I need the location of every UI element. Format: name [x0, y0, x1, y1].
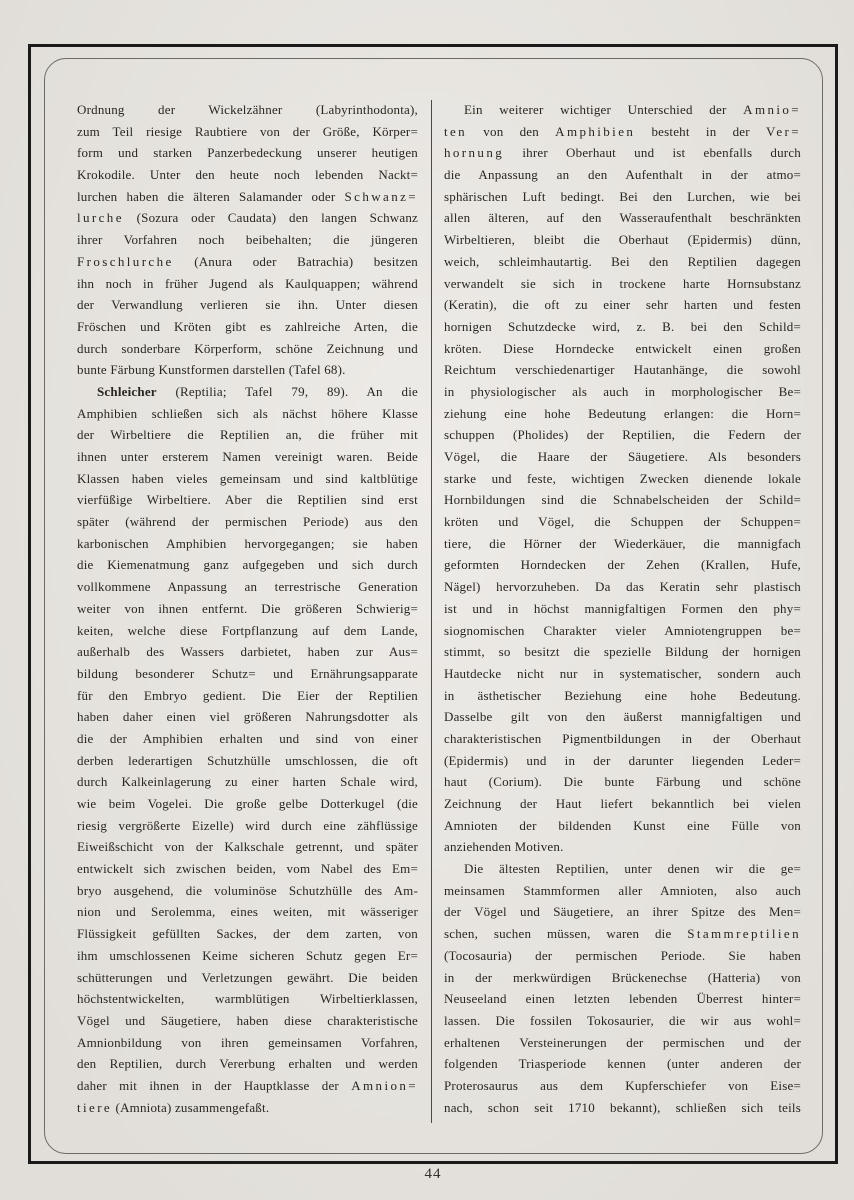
- text-line: haut (Corium). Die bunte Färbung und schöne: [444, 774, 801, 790]
- text-line: siognomischen Charakter vieler Amniotengruppen be=: [444, 622, 801, 638]
- text-line: den Reptilien, durch Vererbung erhalten und werden: [77, 1056, 418, 1072]
- text-line: meinsamen Stammformen aller Amnioten, also auch: [444, 882, 801, 898]
- text-line: nion und Serolemma, eines weiten, mit wässeriger: [77, 904, 418, 920]
- text-line: hornigen Schutzdecke wird, z. B. bei den Schild=: [444, 318, 801, 334]
- text-line: riesig vergrößerte Eizelle) wird durch eine zähflüssige: [77, 817, 418, 833]
- text-line: entwickelt sich zwischen beiden, vom Nabel des Em=: [77, 861, 418, 877]
- text-line: anziehenden Motiven.: [444, 839, 564, 855]
- text-line: verwandelt sie sich in trockene harte Hornsubstanz: [444, 275, 801, 291]
- text-line: ihnen unter ersterem Namen vereinigt waren. Beide: [77, 449, 418, 464]
- text-line: charakteristischen Pigmentbildungen in der Oberhaut: [444, 730, 801, 746]
- text-line: die Kiemenatmung ganz aufgegeben und sich durch: [77, 557, 418, 573]
- text-line: lurchen haben die älteren Salamander oder Schwanz=: [77, 188, 418, 204]
- text-line: Proterosaurus aus dem Kupferschiefer von Eise=: [444, 1077, 801, 1093]
- text-line: Eiweißschicht von der Kalkschale getrennt, und später: [77, 839, 418, 855]
- text-line: Die ältesten Reptilien, unter denen wir die ge=: [464, 861, 801, 877]
- text-line: Dasselbe gilt von den äußerst mannigfaltigen und: [444, 709, 801, 725]
- text-line: weiter von ihnen entfernt. Die größeren Schwierig=: [77, 600, 418, 616]
- text-line: lurche (Sozura oder Caudata) den langen Schwanz: [77, 210, 418, 226]
- text-line: in ästhetischer Beziehung eine hohe Bedeutung.: [444, 687, 801, 703]
- text-line: form und starken Panzerbedeckung unserer heutigen: [77, 145, 418, 161]
- text-line: daher mit ihnen in der Hauptklasse der Amnion=: [77, 1077, 418, 1093]
- text-line: keiten, welche diese Fortpflanzung auf dem Lande,: [77, 622, 418, 638]
- text-line: Ein weiterer wichtiger Unterschied der Amnio=: [464, 102, 801, 117]
- text-line: durch sonderbare Körperform, schöne Zeichnung und: [77, 340, 418, 356]
- text-line: karbonischen Amphibien hervorgegangen; sie haben: [77, 535, 418, 551]
- text-line: nach, schon seit 1710 bekannt), schließen sich teils: [444, 1099, 801, 1115]
- text-line: starke und feste, wichtigen Zwecken dienende lokale: [444, 470, 801, 486]
- text-line: die Anpassung an den Aufenthalt in der atmo=: [444, 167, 801, 183]
- text-line: derben lederartigen Schutzhülle umschlossen, die oft: [77, 752, 418, 768]
- text-line: in physiologischer als auch in morphologischer Be=: [444, 383, 801, 399]
- text-line: kröten. Diese Horndecke entwickelt einen großen: [444, 340, 801, 356]
- text-line: Schleicher (Reptilia; Tafel 79, 89). An die: [97, 383, 418, 399]
- text-line: der Wirbeltiere die Reptilien an, die früher mit: [77, 427, 418, 443]
- text-line: für den Embryo gedient. Die Eier der Reptilien: [77, 687, 418, 703]
- text-line: tiere (Amniota) zusammengefaßt.: [77, 1099, 270, 1115]
- text-line: (Epidermis) und in der darunter liegenden Leder=: [444, 752, 801, 768]
- text-line: geformten Horndecken der Zehen (Krallen, Hufe,: [444, 557, 801, 573]
- text-line: wie beim Vogelei. Die große gelbe Dotterkugel (die: [77, 796, 418, 811]
- text-line: Zeichnung der Haut liefert bekanntlich bei vielen: [444, 796, 801, 811]
- text-line: bryo ausgehend, die voluminöse Schutzhülle des Am-: [77, 882, 418, 898]
- text-line: tiere, die Hörner der Wiederkäuer, die mannigfach: [444, 535, 801, 551]
- text-line: Hornbildungen sind die Schnabelscheiden der Schild=: [444, 492, 801, 508]
- text-line: sphärischen Luft bedingt. Bei den Lurchen, wie bei: [444, 188, 801, 204]
- text-line: schuppen (Pholides) der Reptilien, die Federn der: [444, 427, 801, 443]
- text-line: haben daher einen viel größeren Nahrungsdotter als: [77, 709, 418, 725]
- text-line: in der merkwürdigen Brückenechse (Hatteria) von: [444, 969, 801, 985]
- text-line: stimmt, so besitzt die spezielle Bildung der hornigen: [444, 644, 801, 660]
- text-line: Neuseeland einen letzten lebenden Überrest hinter=: [444, 991, 801, 1007]
- text-line: folgenden Triasperiode kennen (unter anderen der: [444, 1056, 801, 1072]
- text-line: der Verwandlung verlieren sie ihn. Unter diesen: [77, 297, 418, 313]
- text-line: vierfüßige Wirbeltiere. Aber die Reptilien sind erst: [77, 492, 418, 508]
- text-line: (Keratin), die oft zu einer sehr harten und festen: [444, 297, 801, 313]
- text-line: kröten und Vögel, die Schuppen der Schuppen=: [444, 514, 801, 530]
- text-line: Froschlurche (Anura oder Batrachia) besitzen: [77, 253, 418, 269]
- text-line: ten von den Amphibien besteht in der Ver=: [444, 123, 801, 139]
- text-line: Reichtum verschiedenartiger Hautanhänge, die sowohl: [444, 362, 801, 378]
- text-line: Nägel) hervorzuheben. Da das Keratin sehr plastisch: [444, 579, 801, 595]
- page-number: 44: [424, 1166, 442, 1182]
- text-line: hornung ihrer Oberhaut und ist ebenfalls durch: [444, 145, 801, 161]
- text-line: Ordnung der Wickelzähner (Labyrinthodonta),: [77, 102, 418, 117]
- text-line: schütterungen und Verletzungen gewährt. Die beiden: [77, 969, 418, 985]
- text-line: allen älteren, auf den Wasseraufenthalt beschränkten: [444, 210, 801, 226]
- text-line: vollkommene Anpassung an terrestrische Generation: [77, 579, 418, 595]
- text-line: bunte Färbung Kunstformen darstellen (Tafel 68).: [77, 362, 346, 378]
- text-line: Fröschen und Kröten gibt es zahlreiche Arten, die: [77, 318, 418, 334]
- text-line: ihn noch in früher Jugend als Kaulquappen; während: [77, 275, 418, 291]
- text-line: ziehung eine hohe Bedeutung erlangen: die Horn=: [444, 405, 801, 421]
- text-line: Vögel und Säugetiere, haben diese charakteristische: [77, 1012, 418, 1028]
- text-line: ihrer Vorfahren noch beibehalten; die jüngeren: [77, 232, 418, 248]
- text-line: ist und in höchst mannigfaltigen Formen den phy=: [444, 600, 801, 616]
- text-line: Amnionbildung von ihren gemeinsamen Vorfahren,: [77, 1034, 418, 1050]
- text-line: außerhalb des Wassers darbietet, haben zur Aus=: [77, 644, 418, 660]
- text-line: der Vögel und Säugetiere, an ihrer Spitze des Men=: [444, 904, 801, 920]
- text-line: ihm umschlossenen Keime sicheren Schutz gegen Er=: [77, 947, 418, 963]
- text-line: Wirbeltieren, bleibt die Oberhaut (Epidermis) dünn,: [444, 232, 801, 248]
- text-line: zum Teil riesige Raubtiere von der Größe, Körper=: [77, 123, 418, 139]
- text-line: lassen. Die fossilen Tokosaurier, die wir aus wohl=: [444, 1012, 801, 1028]
- text-line: weich, schleimhautartig. Bei den Reptilien dagegen: [444, 253, 801, 269]
- text-line: Vögel, die Haare der Säugetiere. Als besonders: [444, 449, 801, 464]
- text-line: höchstentwickelten, warmblütigen Wirbeltierklassen,: [77, 991, 418, 1007]
- column-left: [77, 99, 418, 1118]
- text-line: Amnioten der bildenden Kunst eine Fülle von: [444, 817, 801, 833]
- text-line: Krokodile. Unter den heute noch lebenden Nackt=: [77, 167, 418, 183]
- text-line: die der Amphibien erhalten und sind von einer: [77, 730, 418, 746]
- text-line: Hautdecke nicht nur in systematischer, sondern auch: [444, 665, 801, 681]
- text-line: (Tocosauria) der permischen Periode. Sie haben: [444, 947, 801, 963]
- column-divider-rule: [431, 100, 432, 1123]
- column-right: [444, 99, 801, 1118]
- text-line: Klassen haben vieles gemeinsam und sind kaltblütige: [77, 470, 418, 486]
- text-line: durch Kalkeinlagerung zu einer harten Schale wird,: [77, 774, 418, 790]
- text-line: erhaltenen Versteinerungen der permischen und der: [444, 1034, 801, 1050]
- text-line: schen, suchen müssen, waren die Stammreptilien: [444, 926, 801, 942]
- text-line: Flüssigkeit gefüllten Sackes, der dem zarten, von: [77, 926, 418, 942]
- text-line: später (während der permischen Periode) aus den: [77, 514, 418, 530]
- text-line: bildung besonderer Schutz= und Ernährungsapparate: [77, 665, 418, 681]
- text-line: Amphibien schließen sich als nächst höhere Klasse: [77, 405, 418, 421]
